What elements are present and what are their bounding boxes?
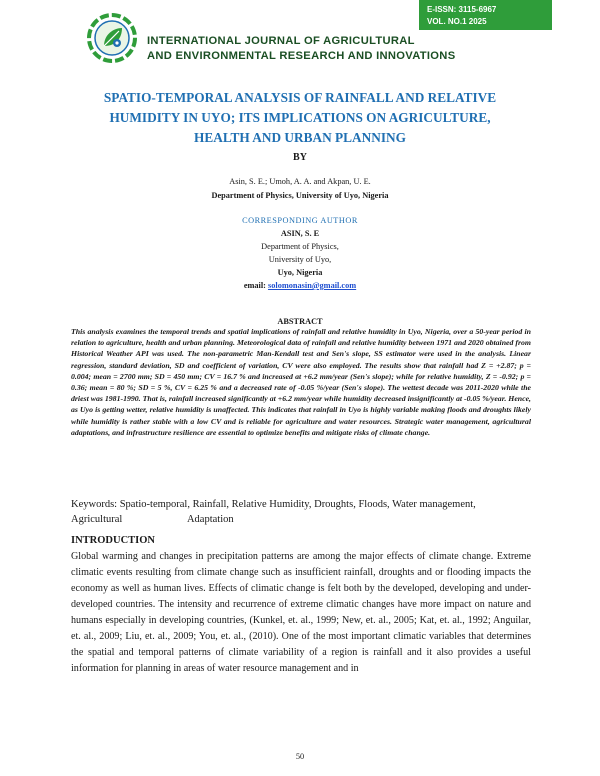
corresponding-author-name: ASIN, S. E bbox=[280, 229, 320, 238]
authors: Asin, S. E.; Umoh, A. A. and Akpan, U. E. bbox=[229, 177, 371, 186]
keyword-adaptation: Adaptation bbox=[186, 514, 234, 525]
journal-name-line1: INTERNATIONAL JOURNAL OF AGRICULTURAL bbox=[147, 35, 415, 47]
corresponding-email-line bbox=[0, 281, 600, 290]
issn-badge bbox=[419, 0, 552, 30]
corresponding-dept: Department of Physics, bbox=[261, 242, 339, 251]
introduction-text: Global warming and changes in precipitation patterns are among the major effects of climate change. Extreme climatic events resulting from climate change such as insufficient rainfall, droughts and or flooding impacts the economy as well as human lives. Effects of climatic change is felt both by the developed, developing and under-developed countries. The intensity and recurrence of extreme climatic changes have more impact on nature and humans especially in developing countries, (Kunkel, et. al., 1999; New, et. al., 2005; Kat, et. al., 1992; Anguilar, et. al., 2009; Liu, et. al., 2009; You, et. al., (2010). One of the most important climatic variables that determines the spatial and temporal patterns of climate variability of a region is rainfall and it also provides a useful information for planning in areas of water resource management and in bbox=[71, 551, 531, 674]
paper-title bbox=[72, 88, 528, 148]
page-number: 50 bbox=[295, 752, 305, 761]
corresponding-author-label: CORRESPONDING AUTHOR bbox=[242, 216, 358, 225]
abstract-heading: ABSTRACT bbox=[277, 317, 323, 326]
title-line3: HEALTH AND URBAN PLANNING bbox=[194, 130, 406, 145]
introduction-heading: INTRODUCTION bbox=[71, 535, 156, 546]
keywords-line2 bbox=[71, 512, 541, 527]
by-label: BY bbox=[293, 152, 307, 163]
journal-name bbox=[147, 34, 587, 64]
leaf-gear-logo-icon bbox=[86, 12, 138, 64]
abstract-text: This analysis examines the temporal trends and spatial implications of rainfall and relative humidity in Uyo, Nigeria, over a 50-year period in relation to agriculture, health and urban planning. Meteorological data of rainfall and relative humidity between 1971 and 2020 obtained from Historical Weather API was used. The non-parametric Man-Kendall test and Sen's slope, SS estimator were used in the analysis. Linear regression, standard deviation, SD and coefficient of variation, CV were also employed. The results show that rainfall had Z = +2.87; p = 0.004; mean = 2700 mm; SD = 450 mm; CV = 16.7 % and increased at +6.2 mm/year (Sen's slope); while for relative humidity, Z = -0.92; p = 0.36; mean = 80 %; SD = 5 %, CV = 6.25 % and a decreased rate of -0.05 %/year (Sen's slope). The wettest decade was 2011-2020 while the driest was 1981-1990. That is, rainfall increased significantly at +6.2 mm/year while humidity decreased insignificantly at -0.05 %/year. Hence, as Uyo is getting wetter, relative humidity is unaffected. This indicates that rainfall in Uyo is highly variable making floods and droughts likely while humidity is rather stable with a low CV and is reliable for agriculture and water resources. Strategic water management, agricultural adaptations, and infrastructure resilience are essential to optimize benefits and mitigate risks of climate change. bbox=[71, 327, 531, 437]
issn-text: E-ISSN: 3115-6967 bbox=[427, 5, 497, 14]
corresponding-location: Uyo, Nigeria bbox=[277, 268, 323, 277]
volume-text: VOL. NO.1 2025 bbox=[427, 17, 487, 26]
title-line1: SPATIO-TEMPORAL ANALYSIS OF RAINFALL AND RELATIVE bbox=[103, 90, 497, 105]
email-label: email: bbox=[243, 281, 266, 290]
corresponding-univ: University of Uyo, bbox=[268, 255, 332, 264]
keyword-agricultural: Agricultural bbox=[71, 514, 123, 525]
keywords-line1: Keywords: Spatio-temporal, Rainfall, Relative Humidity, Droughts, Floods, Water management, bbox=[71, 499, 476, 510]
journal-name-line2: AND ENVIRONMENTAL RESEARCH AND INNOVATIONS bbox=[147, 50, 456, 62]
title-line2: HUMIDITY IN UYO; ITS IMPLICATIONS ON AGRICULTURE, bbox=[109, 110, 491, 125]
email-link[interactable]: solomonasin@gmail.com bbox=[268, 281, 357, 290]
department: Department of Physics, University of Uyo, Nigeria bbox=[211, 191, 389, 200]
keywords bbox=[71, 497, 541, 527]
